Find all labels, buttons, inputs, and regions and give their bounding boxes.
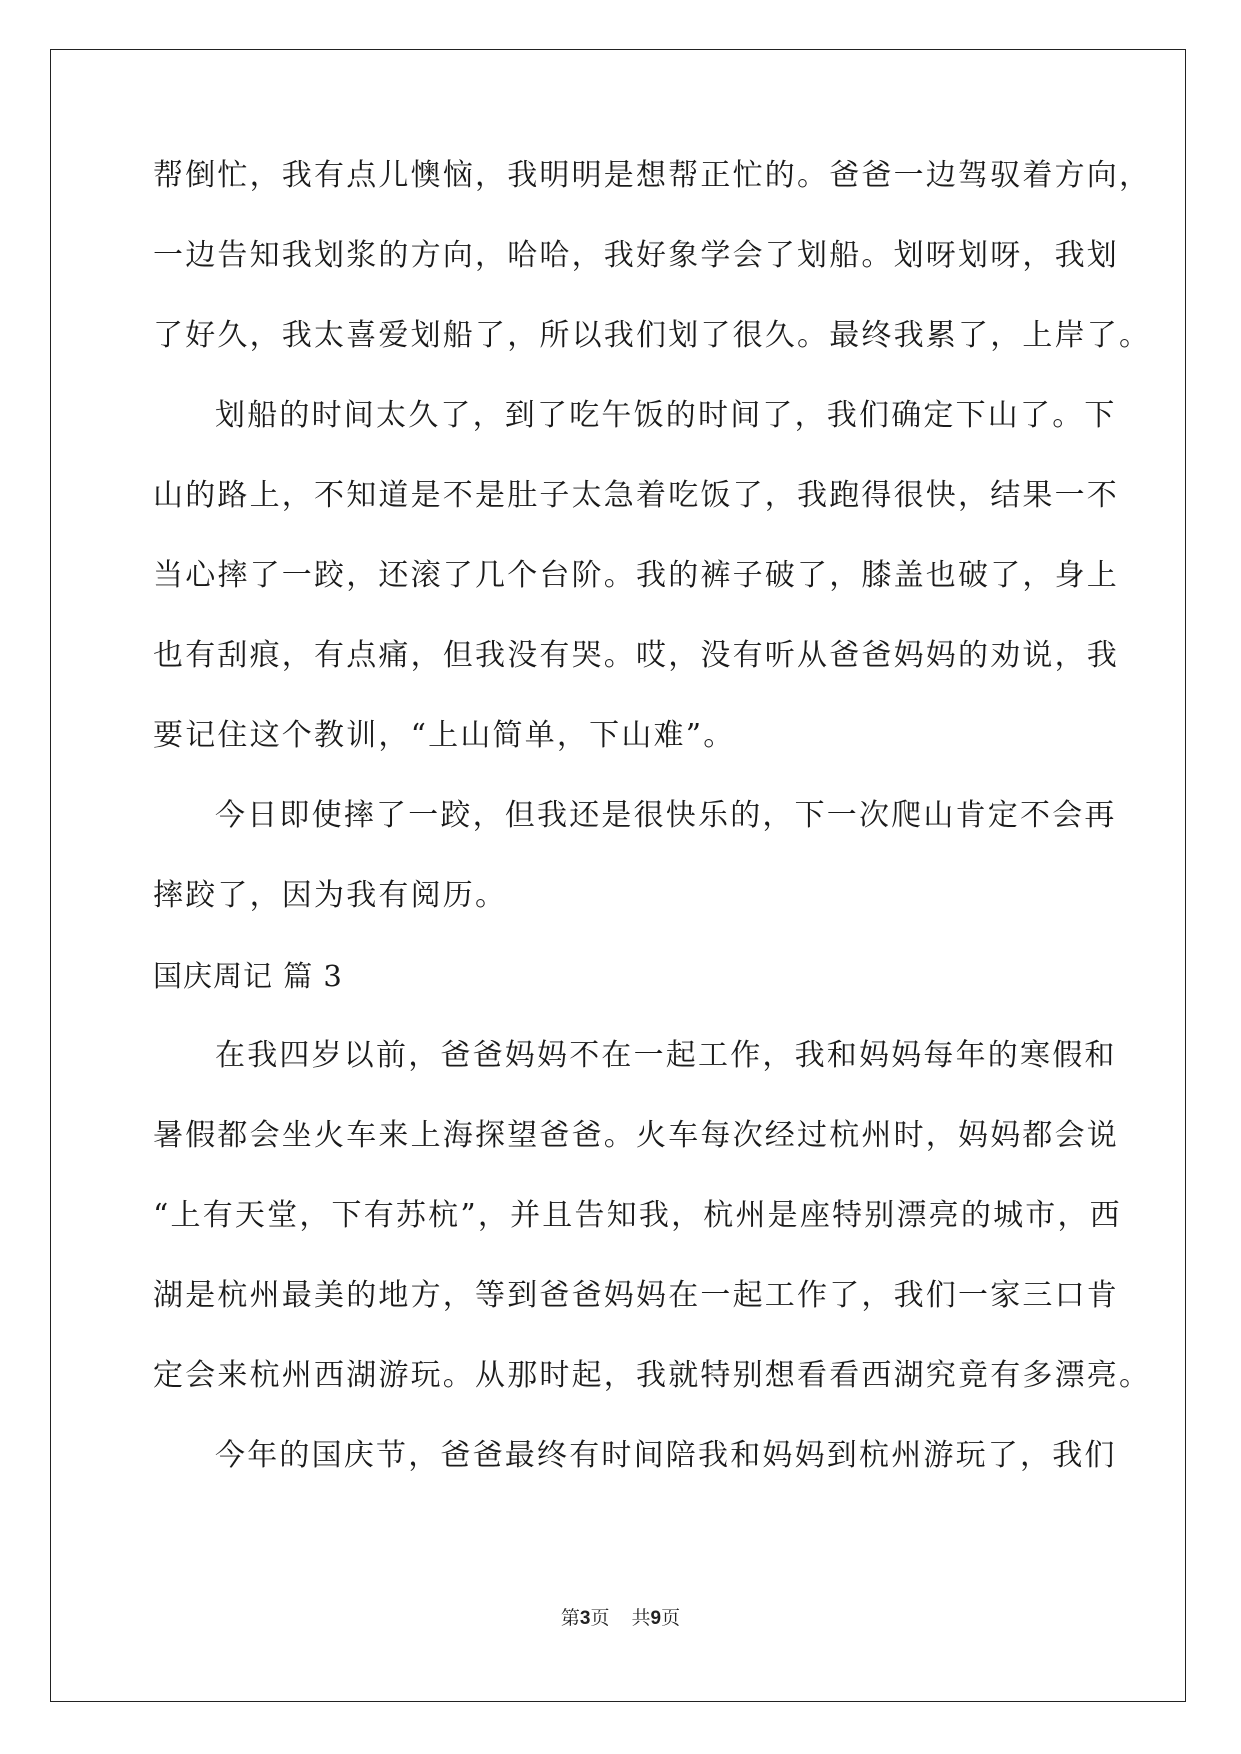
text-line: 一边告知我划浆的方向，哈哈，我好象学会了划船。划呀划呀，我划 <box>153 238 1119 273</box>
text-line: 今年的国庆节，爸爸最终有时间陪我和妈妈到杭州游玩了，我们 <box>215 1438 1117 1473</box>
text-line: 在我四岁以前，爸爸妈妈不在一起工作，我和妈妈每年的寒假和 <box>215 1038 1117 1073</box>
page-number-total: 9 <box>650 1608 662 1629</box>
text-line: 摔跤了，因为我有阅历。 <box>153 878 508 913</box>
text-line: 湖是杭州最美的地方，等到爸爸妈妈在一起工作了，我们一家三口肯 <box>153 1278 1119 1313</box>
text-line: 当心摔了一跤，还滚了几个台阶。我的裤子破了，膝盖也破了，身上 <box>153 558 1119 593</box>
page-number-prefix: 第 <box>560 1607 580 1629</box>
text-line: 了好久，我太喜爱划船了，所以我们划了很久。最终我累了，上岸了。 <box>153 318 1152 353</box>
page-total-prefix: 共 <box>631 1607 651 1629</box>
document-body <box>153 154 1152 1514</box>
text-line: 定会来杭州西湖游玩。从那时起，我就特别想看看西湖究竟有多漂亮。 <box>153 1358 1152 1393</box>
text-line: “上有天堂，下有苏杭”，并且告知我，杭州是座特别漂亮的城市，西 <box>153 1198 1122 1233</box>
text-line: 划船的时间太久了，到了吃午饭的时间了，我们确定下山了。下 <box>215 398 1117 433</box>
page-number-current: 3 <box>579 1608 591 1629</box>
page-footer <box>0 1603 1241 1630</box>
text-line: 山的路上，不知道是不是肚子太急着吃饭了，我跑得很快，结果一不 <box>153 478 1119 513</box>
text-line: 也有刮痕，有点痛，但我没有哭。哎，没有听从爸爸妈妈的劝说，我 <box>153 638 1119 673</box>
page-total-suffix: 页 <box>661 1607 681 1629</box>
text-line: 今日即使摔了一跤，但我还是很快乐的，下一次爬山肯定不会再 <box>215 798 1117 833</box>
text-line: 帮倒忙，我有点儿懊恼，我明明是想帮正忙的。爸爸一边驾驭着方向， <box>153 158 1152 193</box>
section-heading: 国庆周记 篇 3 <box>153 959 343 993</box>
page-number-suffix: 页 <box>590 1607 610 1629</box>
text-line: 暑假都会坐火车来上海探望爸爸。火车每次经过杭州时，妈妈都会说 <box>153 1118 1119 1153</box>
text-line: 要记住这个教训，“上山简单，下山难”。 <box>153 718 736 753</box>
